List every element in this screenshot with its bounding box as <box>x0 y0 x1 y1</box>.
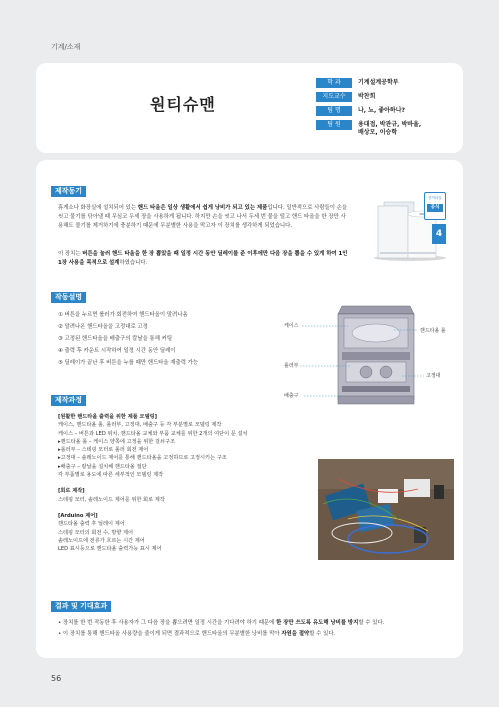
motive-paragraph-2 <box>58 250 348 268</box>
info-row-professor <box>316 92 446 102</box>
circuit-photo <box>318 459 454 560</box>
process-text <box>58 413 308 553</box>
list-item: ① 버튼을 누르면 롤러가 회전하여 핸드타올이 말려나옴 <box>58 312 188 318</box>
info-label: 팀 원 <box>316 120 352 130</box>
result-bullet-2 <box>58 629 458 639</box>
process-line: ▸핸드타올 롤 – 케이스 양쪽에 고정을 위한 걸쇠구조 <box>58 438 175 445</box>
team-info-table <box>316 78 446 141</box>
process-line: 스테핑 모터, 솔레노이드 제어를 위한 회로 제작 <box>58 496 165 503</box>
text-run: • 장치를 한 번 작동한 후 사용자가 그 다음 장을 뽑으려면 일정 시간을 기다려야 하기 때문에 <box>58 620 277 626</box>
label-case: 케이스 <box>284 323 299 329</box>
motive-paragraph-1 <box>58 204 348 231</box>
text-run-bold: 자원을 절약 <box>281 631 310 637</box>
text-run: 입니다. 일반적으로 사람들이 손을 씻고 물기를 닦아낼 때 무심코 두세 장을 사용하게 됩니다. 하지만 손을 씻고 나서 두세 번 물을 털고 핸드 타올을 한 장만 사용해도 물기를 제거하기에 충분하기 때문에 무분별한 사용을 막고자 이 장치를 생각하게 되었습니다. <box>58 205 348 229</box>
badge-top-text: 종이타올 <box>428 196 442 200</box>
info-label: 지도교수 <box>316 92 352 102</box>
info-value: 용대접, 박관규, 박바울, 배상모, 이승학 <box>358 121 422 136</box>
text-run: 하였습니다. <box>119 260 148 266</box>
text-run-bold: 한 장만 쓰도록 유도해 낭비를 방지 <box>276 620 359 626</box>
info-row-members <box>316 120 446 137</box>
text-run: 이 장치는 <box>58 251 83 257</box>
process-line: 케이스 – 버튼과 LED 위치, 핸드타올 교체와 부품 교체를 위한 2개의 여닫이 문 설치 <box>58 430 248 437</box>
text-run: 할 수 있다. <box>309 631 336 637</box>
label-outlet: 배출구 <box>284 393 299 399</box>
info-value: 기계설계공학부 <box>358 79 399 86</box>
process-line: 솔레노이드에 전류가 흐르는 시간 제어 <box>58 537 145 544</box>
badge-number: 4 <box>432 224 446 244</box>
category-label: 기계/소재 <box>51 43 81 51</box>
process-line: 케이스, 핸드타올 롤, 롤러부, 고정대, 배출구 등 각 부분별로 모델링 제작 <box>58 422 222 429</box>
operation-steps <box>58 309 198 369</box>
text-run: 할 수 있다. <box>358 620 385 626</box>
label-roll: 핸드타올 롤 <box>420 328 446 334</box>
process-subheading: [원활한 핸드타올 출력을 위한 제품 모델링] <box>58 414 157 420</box>
info-label: 팀 명 <box>316 106 352 116</box>
section-title-operation: 작동설명 <box>51 292 86 303</box>
process-line: 각 부품별로 용도에 따른 세부적인 모델링 제작 <box>58 472 164 479</box>
section-title-motive: 제작동기 <box>51 186 86 197</box>
dispenser-diagram <box>282 300 462 410</box>
project-title: 원티슈맨 <box>150 95 216 114</box>
list-item: ④ 출력 후 카운트 시작하여 일정 시간 동안 딜레이 <box>58 348 176 354</box>
info-row-department <box>316 78 446 88</box>
text-run-bold: 핸드 타올은 일상 생활에서 쉽게 낭비가 되고 있는 제품 <box>137 205 268 211</box>
info-row-team-name <box>316 106 446 116</box>
process-subheading: [Arduino 제어] <box>58 512 98 519</box>
section-title-process: 제작과정 <box>51 395 86 406</box>
result-bullet-1 <box>58 618 458 628</box>
text-run-bold: 버튼을 눌러 핸드 타올을 한 장 뽑았을 때 일정 시간 동안 딜레이를 준 이후에만 다음 장을 뽑을 수 있게 하여 1인 1장 사용을 목적으로 설계 <box>58 251 348 266</box>
process-line: ▸고정대 – 솔레노이드 제어를 통해 핸드타올을 고정하므로 고정시키는 구조 <box>58 455 227 462</box>
list-item: ⑤ 딜레이가 끝난 후 버튼을 누를 때만 핸드타올 재출력 가능 <box>58 360 199 366</box>
section-title-result: 결과 및 기대효과 <box>51 601 111 612</box>
info-value: 박찬희 <box>358 93 376 100</box>
text-run: 휴게소나 화장실에 설치되어 있는 <box>58 205 138 211</box>
list-item: ③ 고정된 핸드타올을 배출구의 칼날을 통해 커팅 <box>58 336 173 342</box>
page-number: 56 <box>51 674 62 683</box>
text-run: • 이 장치를 통해 핸드타올 사용량을 줄이게 되면 결과적으로 핸드타올의 무분별한 낭비를 막아 <box>58 631 282 637</box>
process-line: ▸배출구 – 칼날을 설치해 핸드타올 절단 <box>58 463 147 470</box>
product-image <box>370 192 450 262</box>
process-subheading: [회로 제작] <box>58 488 85 495</box>
certified-badge <box>424 192 446 220</box>
process-line: 핸드타올 출력 후 딜레이 제어 <box>58 521 125 528</box>
info-label: 학 과 <box>316 78 352 88</box>
label-roller: 롤러부 <box>284 363 299 369</box>
process-line: 스테핑 모터의 회전 수, 방향 제어 <box>58 529 134 536</box>
info-value: 나, 뇨, 좋아하나? <box>358 107 405 114</box>
process-line: LED 표시등으로 핸드타올 출력가능 표시 제어 <box>58 546 162 553</box>
process-line: ▸롤러부 – 스테핑 모터로 롤러 회전 제어 <box>58 447 149 454</box>
list-item: ② 말려나온 핸드타올을 고정대로 고정 <box>58 324 148 330</box>
label-fixer: 고정대 <box>426 373 441 379</box>
badge-word: 공식 <box>427 204 443 212</box>
